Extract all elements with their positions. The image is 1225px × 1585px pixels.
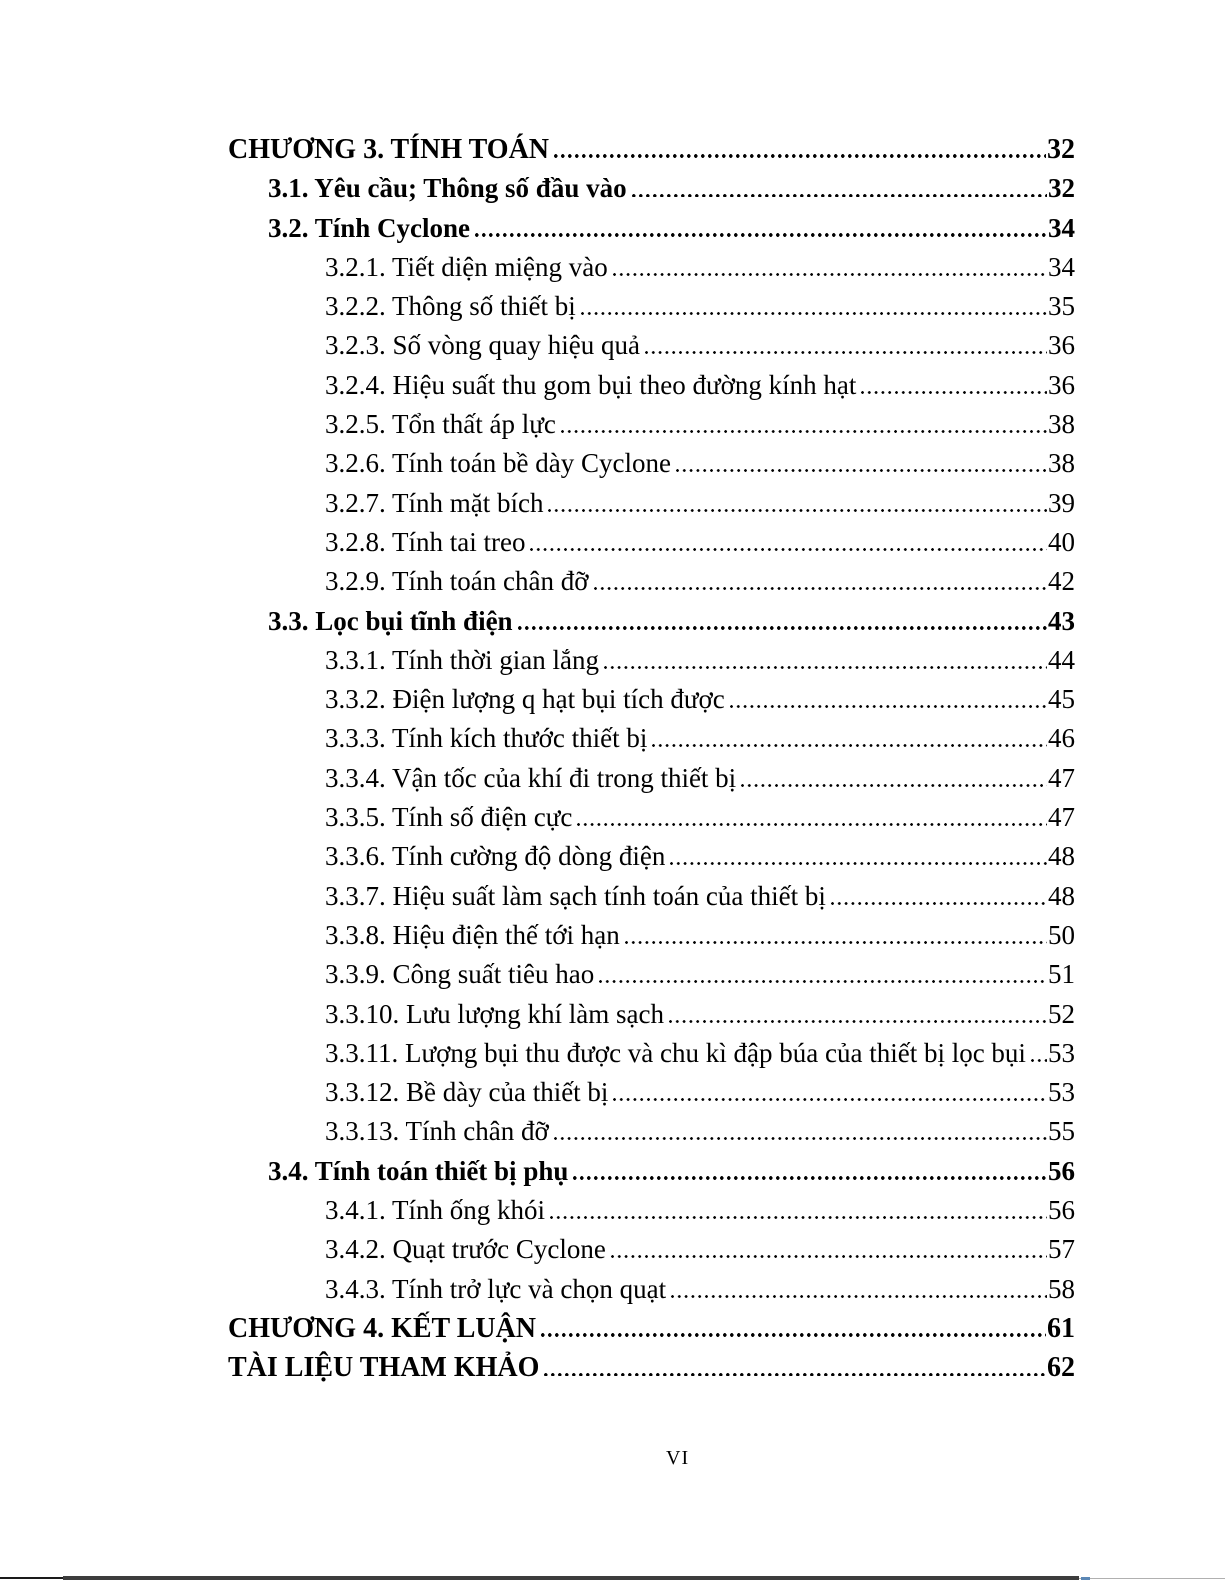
toc-entry-page-number: 53 <box>1048 1077 1075 1108</box>
toc-entry <box>228 719 1075 758</box>
dot-leader <box>652 744 1047 747</box>
toc-entry <box>228 759 1075 798</box>
dot-leader <box>676 469 1047 472</box>
toc-entry-page-number: 35 <box>1048 291 1075 322</box>
toc-entry-page-number: 42 <box>1048 566 1075 597</box>
dot-leader <box>670 862 1047 865</box>
toc-entry-page-number: 58 <box>1048 1273 1075 1304</box>
dot-leader <box>541 1333 1046 1337</box>
toc-entry-title: 3.3.6. Tính cường độ dòng điện <box>325 841 666 872</box>
dot-leader <box>645 351 1047 354</box>
bottom-thick-rule <box>63 1576 1079 1580</box>
dot-leader <box>577 823 1047 826</box>
dot-leader <box>671 1295 1047 1298</box>
toc-entry-page-number: 51 <box>1048 959 1075 990</box>
dot-leader <box>604 666 1047 669</box>
toc-entry-page-number: 61 <box>1047 1312 1075 1344</box>
toc-entry <box>228 1112 1075 1151</box>
dot-leader <box>599 980 1047 983</box>
toc-entry-page-number: 57 <box>1048 1234 1075 1265</box>
toc-entry <box>228 680 1075 719</box>
toc-entry <box>228 602 1075 641</box>
toc-entry-page-number: 34 <box>1048 212 1075 243</box>
dot-leader <box>544 1373 1046 1377</box>
toc-entry-title: 3.2.3. Số vòng quay hiệu quả <box>325 330 640 361</box>
toc-entry-title: 3.2. Tính Cyclone <box>268 212 471 243</box>
toc-entry-page-number: 38 <box>1048 448 1075 479</box>
toc-entry <box>228 444 1075 483</box>
dot-leader <box>613 1098 1047 1101</box>
toc-entry-title: 3.3.5. Tính số điện cực <box>325 802 573 833</box>
toc-entry-page-number: 43 <box>1048 605 1075 636</box>
toc-entry <box>228 248 1075 287</box>
toc-entry-title: 3.1. Yêu cầu; Thông số đầu vào <box>268 173 627 204</box>
dot-leader <box>475 233 1047 237</box>
toc-entry-page-number: 56 <box>1048 1155 1075 1186</box>
toc-entry <box>228 837 1075 876</box>
dot-leader <box>611 1255 1047 1258</box>
toc-entry <box>228 1309 1075 1348</box>
toc-entry-title: 3.2.9. Tính toán chân đỡ <box>325 566 589 597</box>
toc-entry-page-number: 34 <box>1048 251 1075 282</box>
table-of-contents <box>228 130 1075 1388</box>
dot-leader <box>581 312 1047 315</box>
toc-entry-page-number: 46 <box>1048 723 1075 754</box>
toc-entry-title: 3.3.3. Tính kích thước thiết bị <box>325 723 648 754</box>
toc-entry-title: 3.3.2. Điện lượng q hạt bụi tích được <box>325 684 725 715</box>
toc-entry-page-number: 56 <box>1048 1195 1075 1226</box>
toc-entry-title: 3.2.1. Tiết diện miệng vào <box>325 251 608 282</box>
dot-leader <box>573 1176 1047 1180</box>
toc-entry-title: CHƯƠNG 3. TÍNH TOÁN <box>228 134 550 165</box>
toc-entry-title: 3.2.6. Tính toán bề dày Cyclone <box>325 448 671 479</box>
toc-entry-title: 3.3.7. Hiệu suất làm sạch tính toán của thiết bị <box>325 880 826 911</box>
toc-entry <box>228 1191 1075 1230</box>
toc-entry <box>228 169 1075 208</box>
toc-entry-title: 3.2.8. Tính tai treo <box>325 526 526 557</box>
toc-entry-title: 3.2.4. Hiệu suất thu gom bụi theo đường kính hạt <box>325 369 857 400</box>
toc-entry-title: 3.3. Lọc bụi tĩnh điện <box>268 605 513 636</box>
toc-entry-title: 3.3.1. Tính thời gian lắng <box>325 644 600 675</box>
dot-leader <box>550 1216 1047 1219</box>
dot-leader <box>613 273 1047 276</box>
toc-entry <box>228 641 1075 680</box>
toc-entry <box>228 209 1075 248</box>
toc-entry <box>228 366 1075 405</box>
toc-entry <box>228 287 1075 326</box>
dot-leader <box>730 705 1047 708</box>
toc-entry-title: 3.3.11. Lượng bụi thu được và chu kì đập búa của thiết bị lọc bụi <box>325 1037 1026 1068</box>
toc-entry-title: 3.3.4. Vận tốc của khí đi trong thiết bị <box>325 762 737 793</box>
toc-entry-title: 3.4. Tính toán thiết bị phụ <box>268 1155 569 1186</box>
toc-entry-page-number: 39 <box>1048 487 1075 518</box>
toc-entry-page-number: 53 <box>1048 1037 1075 1068</box>
dot-leader <box>518 626 1047 630</box>
toc-entry-page-number: 47 <box>1048 762 1075 793</box>
toc-entry-title: 3.3.10. Lưu lượng khí làm sạch <box>325 998 665 1029</box>
dot-leader <box>741 784 1047 787</box>
toc-entry <box>228 1348 1075 1387</box>
toc-entry <box>228 405 1075 444</box>
dot-leader <box>1031 1059 1047 1062</box>
toc-entry <box>228 1270 1075 1309</box>
toc-entry-title: 3.2.2. Thông số thiết bị <box>325 291 576 322</box>
dot-leader <box>554 1137 1047 1140</box>
toc-entry <box>228 1073 1075 1112</box>
toc-entry-title: CHƯƠNG 4. KẾT LUẬN <box>228 1312 537 1344</box>
dot-leader <box>632 194 1047 198</box>
page-number-footer: VI <box>666 1447 690 1469</box>
toc-entry <box>228 1230 1075 1269</box>
toc-entry <box>228 326 1075 365</box>
toc-entry-page-number: 47 <box>1048 802 1075 833</box>
toc-entry-title: 3.2.7. Tính mặt bích <box>325 487 544 518</box>
dot-leader <box>625 941 1047 944</box>
toc-entry-page-number: 44 <box>1048 644 1075 675</box>
toc-entry <box>228 798 1075 837</box>
toc-entry-title: 3.3.8. Hiệu điện thế tới hạn <box>325 919 620 950</box>
toc-entry-title: 3.4.2. Quạt trước Cyclone <box>325 1234 606 1265</box>
dot-leader <box>669 1020 1047 1023</box>
toc-entry <box>228 130 1075 169</box>
toc-entry-page-number: 48 <box>1048 841 1075 872</box>
dot-leader <box>554 154 1046 158</box>
toc-entry-page-number: 52 <box>1048 998 1075 1029</box>
toc-entry-page-number: 50 <box>1048 919 1075 950</box>
dot-leader <box>548 509 1047 512</box>
toc-entry-title: 3.3.12. Bề dày của thiết bị <box>325 1077 609 1108</box>
toc-entry <box>228 1152 1075 1191</box>
toc-entry-page-number: 36 <box>1048 330 1075 361</box>
toc-entry-page-number: 32 <box>1048 173 1075 204</box>
toc-entry <box>228 877 1075 916</box>
dot-leader <box>831 902 1047 905</box>
toc-entry-title: 3.3.13. Tính chân đỡ <box>325 1116 549 1147</box>
dot-leader <box>561 430 1047 433</box>
toc-entry-page-number: 45 <box>1048 684 1075 715</box>
toc-entry <box>228 484 1075 523</box>
bottom-left-rule <box>0 1577 63 1579</box>
toc-entry <box>228 1034 1075 1073</box>
toc-entry <box>228 955 1075 994</box>
toc-entry-page-number: 55 <box>1048 1116 1075 1147</box>
toc-entry <box>228 995 1075 1034</box>
toc-entry <box>228 916 1075 955</box>
toc-entry-title: 3.4.3. Tính trở lực và chọn quạt <box>325 1273 667 1304</box>
toc-entry <box>228 562 1075 601</box>
toc-entry-title: 3.3.9. Công suất tiêu hao <box>325 959 595 990</box>
toc-entry-page-number: 36 <box>1048 369 1075 400</box>
dot-leader <box>530 548 1047 551</box>
dot-leader <box>861 391 1047 394</box>
toc-entry-page-number: 38 <box>1048 409 1075 440</box>
toc-entry-title: 3.4.1. Tính ống khói <box>325 1195 546 1226</box>
toc-entry-title: 3.2.5. Tổn thất áp lực <box>325 409 556 440</box>
toc-entry-page-number: 62 <box>1047 1352 1075 1384</box>
toc-entry-page-number: 40 <box>1048 526 1075 557</box>
toc-entry-page-number: 48 <box>1048 880 1075 911</box>
toc-entry-page-number: 32 <box>1047 134 1075 165</box>
toc-entry-title: TÀI LIỆU THAM KHẢO <box>228 1352 540 1384</box>
bottom-blue-mark <box>1081 1577 1090 1580</box>
dot-leader <box>594 587 1048 590</box>
toc-entry <box>228 523 1075 562</box>
